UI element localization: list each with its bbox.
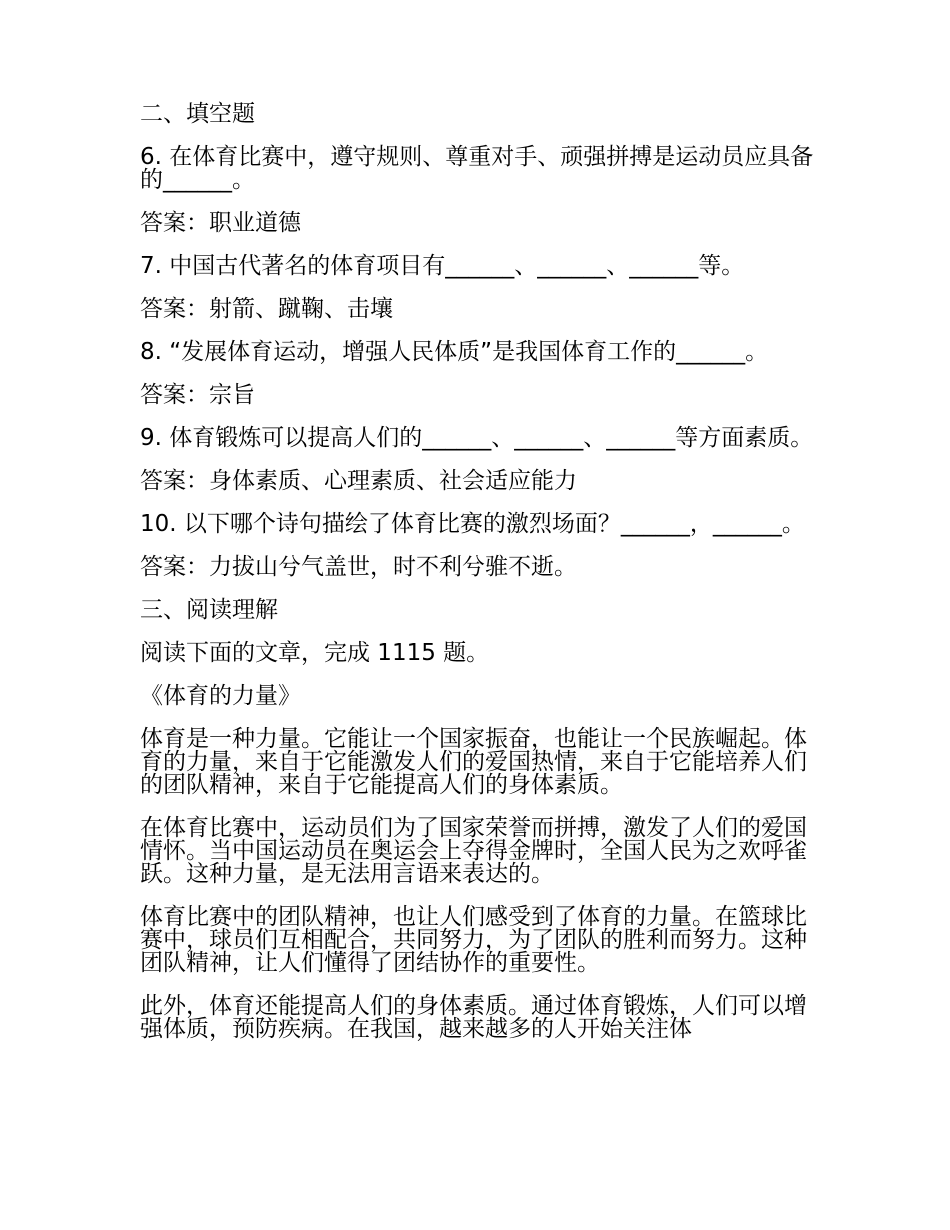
answer-8: 答案：宗旨 (140, 382, 255, 408)
answer-6: 答案：职业道德 (140, 210, 301, 236)
question-7: 7. 中国古代著名的体育项目有______、______、______等。 (140, 253, 745, 279)
article-paragraph: 此外，体育还能提高人们的身体素质。通过体育锻炼，人们可以增强体质，预防疾病。在我国，越来越多的人开始关注体 (140, 993, 807, 1042)
answer-10: 答案：力拔山兮气盖世，时不利兮骓不逝。 (140, 554, 577, 580)
reading-intro: 阅读下面的文章，完成 1115 题。 (140, 640, 490, 666)
question-6: 6. 在体育比赛中，遵守规则、尊重对手、顽强拼搏是运动员应具备的______。 (140, 144, 814, 193)
section-heading-fill-blank: 二、填空题 (140, 101, 255, 127)
article-paragraph: 在体育比赛中，运动员们为了国家荣誉而拼搏，激发了人们的爱国情怀。当中国运动员在奥运会上夺得金牌时，全国人民为之欢呼雀跃。这种力量，是无法用言语来表达的。 (140, 815, 807, 887)
article-title: 《体育的力量》 (140, 683, 301, 709)
article-paragraph: 体育是一种力量。它能让一个国家振奋，也能让一个民族崛起。体育的力量，来自于它能激发人们的爱国热情，来自于它能培养人们的团队精神，来自于它能提高人们的身体素质。 (140, 726, 807, 798)
section-heading-reading: 三、阅读理解 (140, 597, 278, 623)
answer-7: 答案：射箭、蹴鞠、击壤 (140, 296, 393, 322)
question-10: 10. 以下哪个诗句描绘了体育比赛的激烈场面？______，______。 (140, 511, 805, 537)
question-8: 8. “发展体育运动，增强人民体质”是我国体育工作的______。 (140, 339, 769, 365)
answer-9: 答案：身体素质、心理素质、社会适应能力 (140, 468, 577, 494)
document-page (140, 103, 820, 1061)
question-9: 9. 体育锻炼可以提高人们的______、______、______等方面素质。 (140, 425, 814, 451)
article-paragraph: 体育比赛中的团队精神，也让人们感受到了体育的力量。在篮球比赛中，球员们互相配合，共同努力，为了团队的胜利而努力。这种团队精神，让人们懂得了团结协作的重要性。 (140, 904, 807, 976)
